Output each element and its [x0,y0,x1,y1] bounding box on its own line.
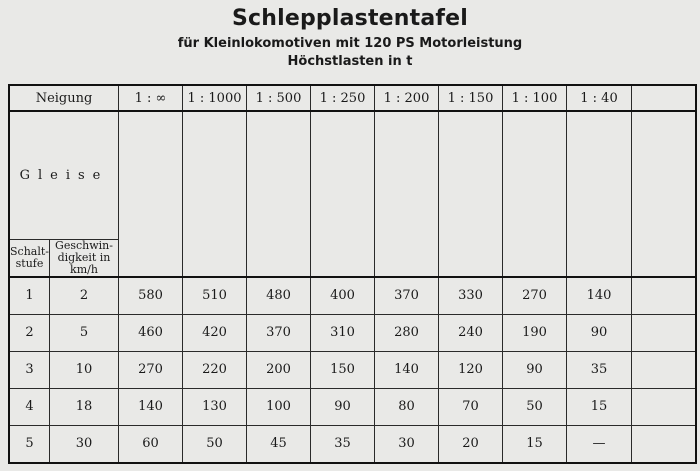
value-cell [632,388,696,425]
table-row [9,425,696,463]
table-row [9,277,696,315]
stufe-cell: 2 [9,314,50,351]
column-header: 1 : 250 [311,85,375,111]
column-header: 1 : 40 [567,85,632,111]
column-header: 1 : ∞ [119,85,183,111]
speed-cell: 18 [50,388,119,425]
value-cell: 280 [375,314,439,351]
speed-cell: 10 [50,351,119,388]
value-cell [632,314,696,351]
speed-cell: 5 [50,314,119,351]
value-cell: 80 [375,388,439,425]
value-cell: 240 [439,314,503,351]
column-header: 1 : 150 [439,85,503,111]
value-cell [632,351,696,388]
value-cell: 270 [503,277,567,315]
value-cell [632,425,696,463]
table-row [9,314,696,351]
value-cell: 140 [119,388,183,425]
value-cell: 35 [311,425,375,463]
value-cell: 100 [247,388,311,425]
column-header [632,85,696,111]
column-header: 1 : 100 [503,85,567,111]
value-cell: 90 [503,351,567,388]
gleise-label: Gleise [9,111,119,239]
stufe-cell: 4 [9,388,50,425]
neigung-label: Neigung [9,85,119,111]
column-header: 1 : 1000 [183,85,247,111]
value-cell: 50 [503,388,567,425]
value-cell: 330 [439,277,503,315]
value-cell: 190 [503,314,567,351]
stufe-cell: 1 [9,277,50,315]
column-header: 1 : 500 [247,85,311,111]
value-cell: 200 [247,351,311,388]
table-row [9,388,696,425]
value-cell: 370 [375,277,439,315]
value-cell: 60 [119,425,183,463]
speed-cell: 2 [50,277,119,315]
value-cell: 220 [183,351,247,388]
page-title: Schlepplastentafel [231,6,469,31]
value-cell: 400 [311,277,375,315]
column-header: 1 : 200 [375,85,439,111]
value-cell: 20 [439,425,503,463]
value-cell: 420 [183,314,247,351]
table-row [9,351,696,388]
value-cell: 30 [375,425,439,463]
geschwindigkeit-label: Geschwin-digkeit in km/h [50,239,119,277]
load-table [8,84,697,464]
value-cell: 120 [439,351,503,388]
subtitle-units: Höchstlasten in t [287,54,413,69]
value-cell: 370 [247,314,311,351]
value-cell: 15 [567,388,632,425]
value-cell: 270 [119,351,183,388]
subtitle: für Kleinlokomotiven mit 120 PS Motorleistung [177,36,523,51]
value-cell: 15 [503,425,567,463]
value-cell: 90 [311,388,375,425]
value-cell: 140 [567,277,632,315]
gleise-row [9,111,696,239]
stufe-cell: 3 [9,351,50,388]
value-cell: 35 [567,351,632,388]
value-cell: 580 [119,277,183,315]
value-cell: 310 [311,314,375,351]
value-cell: 45 [247,425,311,463]
value-cell: 140 [375,351,439,388]
schaltstufe-label: Schalt-stufe [9,239,50,277]
value-cell: 480 [247,277,311,315]
value-cell: 460 [119,314,183,351]
value-cell: 130 [183,388,247,425]
value-cell: 50 [183,425,247,463]
header-row [9,85,696,111]
value-cell: — [567,425,632,463]
value-cell: 510 [183,277,247,315]
value-cell: 150 [311,351,375,388]
value-cell: 70 [439,388,503,425]
stufe-cell: 5 [9,425,50,463]
value-cell [632,277,696,315]
value-cell: 90 [567,314,632,351]
speed-cell: 30 [50,425,119,463]
